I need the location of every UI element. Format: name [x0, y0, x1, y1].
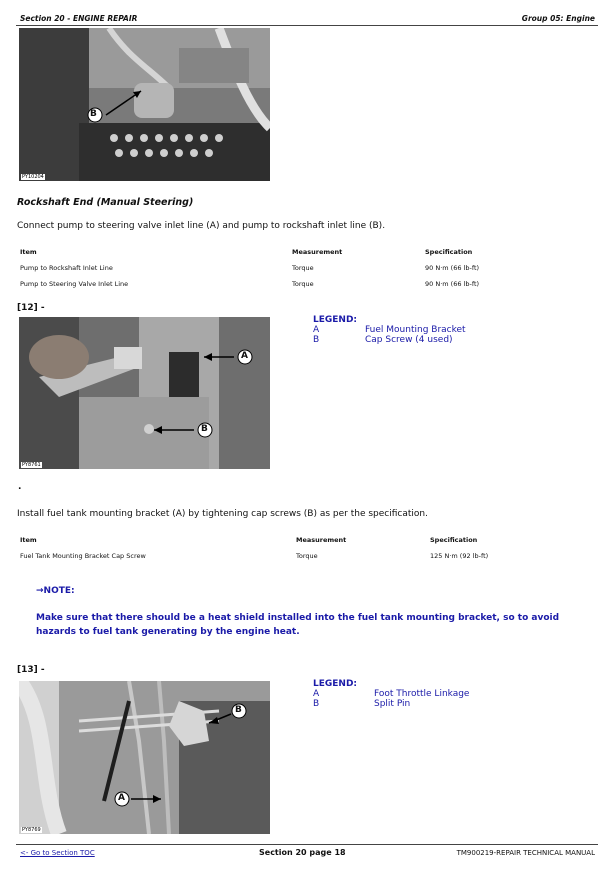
figure-py8761-callout-b: B [201, 424, 208, 434]
legend-text: Split Pin [374, 699, 411, 709]
figure-py8769-illustration [19, 681, 270, 834]
legend-key: A [313, 325, 320, 335]
table-header-row [20, 248, 490, 264]
col-specification: Specification [430, 536, 478, 544]
cell-measurement: Torque [292, 264, 314, 272]
figure-py8769-callout-a: A [118, 793, 125, 803]
col-measurement: Measurement [296, 536, 347, 544]
section-title: Rockshaft End (Manual Steering) [17, 197, 194, 208]
legend-step-13 [313, 679, 469, 709]
step-12-bullet: . [18, 482, 22, 492]
figure-py8769-id: PY8769 [22, 827, 41, 833]
cell-item: Pump to Steering Valve Inlet Line [20, 280, 129, 288]
legend-key: B [313, 335, 320, 345]
figure-py10204-id: PY10204 [22, 174, 44, 180]
table-row [20, 280, 490, 296]
col-item: Item [20, 536, 37, 544]
legend-text: Foot Throttle Linkage [374, 689, 470, 699]
footer-manual-title: TM900219-REPAIR TECHNICAL MANUAL [456, 849, 595, 857]
spec-table-fuel-bracket [20, 536, 500, 568]
figure-py8761-callout-a: A [241, 351, 248, 361]
table-row [20, 552, 500, 568]
legend-key: B [313, 699, 320, 709]
legend-text: Cap Screw (4 used) [365, 335, 453, 345]
legend-title: LEGEND: [313, 679, 358, 689]
step-12-label: [12] - [17, 303, 45, 313]
legend-title: LEGEND: [313, 315, 358, 325]
col-item: Item [20, 248, 37, 256]
header-group-title: Group 05: Engine [521, 14, 595, 23]
figure-py8761-illustration [19, 317, 270, 469]
cell-specification: 125 N·m (92 lb-ft) [430, 552, 489, 560]
figure-py10204 [19, 28, 270, 181]
legend-key: A [313, 689, 320, 699]
table-header-row [20, 536, 500, 552]
cell-specification: 90 N·m (66 lb-ft) [425, 264, 480, 272]
figure-py8761-id: PY8761 [22, 462, 41, 468]
header-divider [16, 25, 598, 26]
cell-measurement: Torque [292, 280, 314, 288]
col-specification: Specification [425, 248, 473, 256]
legend-item [313, 689, 469, 699]
legend-item [313, 699, 469, 709]
cell-specification: 90 N·m (66 lb-ft) [425, 280, 480, 288]
footer-page-number: Section 20 page 18 [259, 848, 346, 857]
legend-item [313, 325, 466, 335]
step-13-label: [13] - [17, 665, 45, 675]
legend-item [313, 335, 466, 345]
figure-py8761 [19, 317, 270, 469]
spec-table-steering [20, 248, 490, 296]
step-12-instruction: Install fuel tank mounting bracket (A) by tightening cap screws (B) as per the specification. [17, 509, 428, 519]
figure-py10204-illustration [19, 28, 270, 181]
header-section-title: Section 20 - ENGINE REPAIR [20, 14, 138, 23]
figure-py8769-callout-b: B [235, 705, 242, 715]
go-to-section-toc-link[interactable]: <- Go to Section TOC [20, 849, 95, 857]
footer-divider [16, 844, 598, 845]
cell-measurement: Torque [296, 552, 318, 560]
note-label: →NOTE: [36, 586, 75, 596]
cell-item: Fuel Tank Mounting Bracket Cap Screw [20, 552, 146, 560]
legend-step-12 [313, 315, 466, 345]
figure-py10204-callout-b: B [90, 109, 97, 119]
section-instruction: Connect pump to steering valve inlet line (A) and pump to rockshaft inlet line (B). [17, 221, 386, 231]
cell-item: Pump to Rockshaft Inlet Line [20, 264, 113, 272]
table-row [20, 264, 490, 280]
legend-text: Fuel Mounting Bracket [365, 325, 466, 335]
col-measurement: Measurement [292, 248, 343, 256]
figure-py8769 [19, 681, 270, 834]
note-text: Make sure that there should be a heat shield installed into the fuel tank mounting bracket, so to avoid hazards to fuel tank generating by the engine heat. [36, 613, 560, 637]
